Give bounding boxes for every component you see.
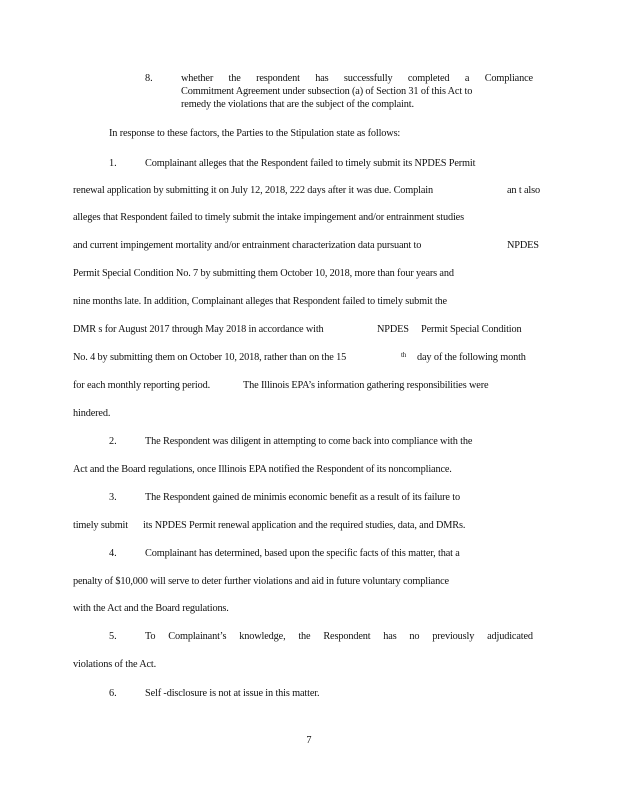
intro-sentence: In response to these factors, the Parties to the Stipulation state as follows: (109, 128, 401, 139)
p1-line-fragment: Permit Special Condition (421, 324, 522, 335)
p1-line: alleges that Respondent failed to timely submit the intake impingement and/or entrainment studies (73, 212, 464, 223)
justified-word: Complainant’s (168, 631, 227, 642)
p4-line: with the Act and the Board regulations. (73, 603, 229, 614)
p1-line-fragment: The Illinois EPA’s information gathering responsibilities were (243, 380, 489, 391)
p1-line-fragment: an t also (507, 185, 540, 196)
justified-word: Respondent (323, 631, 371, 642)
p2-line: Act and the Board regulations, once Illinois EPA notified the Respondent of its noncompliance. (73, 464, 452, 475)
justified-word: whether (181, 73, 214, 84)
justified-word: a (464, 73, 470, 84)
justified-word: Compliance (484, 73, 533, 84)
p5-line (145, 631, 533, 643)
paragraph-number: 2. (109, 436, 117, 447)
paragraph-number: 3. (109, 492, 117, 503)
p4-line: Complainant has determined, based upon the specific facts of this matter, that a (145, 548, 460, 559)
justified-word: respondent (256, 73, 300, 84)
p1-line-fragment: NPDES (377, 324, 409, 335)
p1-line: Permit Special Condition No. 7 by submitting them October 10, 2018, more than four years and (73, 268, 454, 279)
paragraph-number: 1. (109, 158, 117, 169)
p1-line: No. 4 by submitting them on October 10, 2018, rather than on the 15 (73, 352, 347, 363)
justified-word: the (298, 631, 311, 642)
p1-line: renewal application by submitting it on July 12, 2018, 222 days after it was due. Complain (73, 185, 433, 196)
justified-word: no (409, 631, 420, 642)
p5-line: violations of the Act. (73, 659, 157, 670)
p1-line: DMR s for August 2017 through May 2018 in accordance with (73, 324, 324, 335)
item-8-line-2: Commitment Agreement under subsection (a) of Section 31 of this Act to (181, 86, 473, 97)
justified-word: To (145, 631, 156, 642)
p1-line-fragment: NPDES (507, 240, 539, 251)
p1-line-fragment: day of the following month (417, 352, 526, 363)
p2-line: The Respondent was diligent in attempting to come back into compliance with the (145, 436, 473, 447)
p1-line: for each monthly reporting period. (73, 380, 211, 391)
justified-word: previously (432, 631, 475, 642)
justified-word: knowledge, (239, 631, 286, 642)
p3-line-fragment: its NPDES Permit renewal application and the required studies, data, and DMRs. (143, 520, 466, 531)
justified-word: the (228, 73, 241, 84)
justified-word: has (315, 73, 329, 84)
paragraph-number: 4. (109, 548, 117, 559)
paragraph-number: 5. (109, 631, 117, 642)
p1-line: hindered. (73, 408, 111, 419)
item-number: 8. (145, 73, 153, 84)
justified-word: completed (407, 73, 450, 84)
page-number: 7 (306, 735, 312, 746)
paragraph-number: 6. (109, 688, 117, 699)
justified-word: has (383, 631, 397, 642)
p3-line: timely submit (73, 520, 128, 531)
p1-line: Complainant alleges that the Respondent failed to timely submit its NPDES Permit (145, 158, 476, 169)
justified-word: adjudicated (487, 631, 533, 642)
p4-line: penalty of $10,000 will serve to deter further violations and aid in future voluntary compliance (73, 576, 449, 587)
p1-line: and current impingement mortality and/or entrainment characterization data pursuant to (73, 240, 422, 251)
item-8-line-3: remedy the violations that are the subject of the complaint. (181, 99, 414, 110)
item-8-line-1 (181, 73, 533, 85)
p1-line: nine months late. In addition, Complainant alleges that Respondent failed to timely submit the (73, 296, 447, 307)
p6-line: Self -disclosure is not at issue in this matter. (145, 688, 320, 699)
p3-line: The Respondent gained de minimis economic benefit as a result of its failure to (145, 492, 460, 503)
ordinal-superscript: th (401, 351, 407, 359)
justified-word: successfully (343, 73, 393, 84)
